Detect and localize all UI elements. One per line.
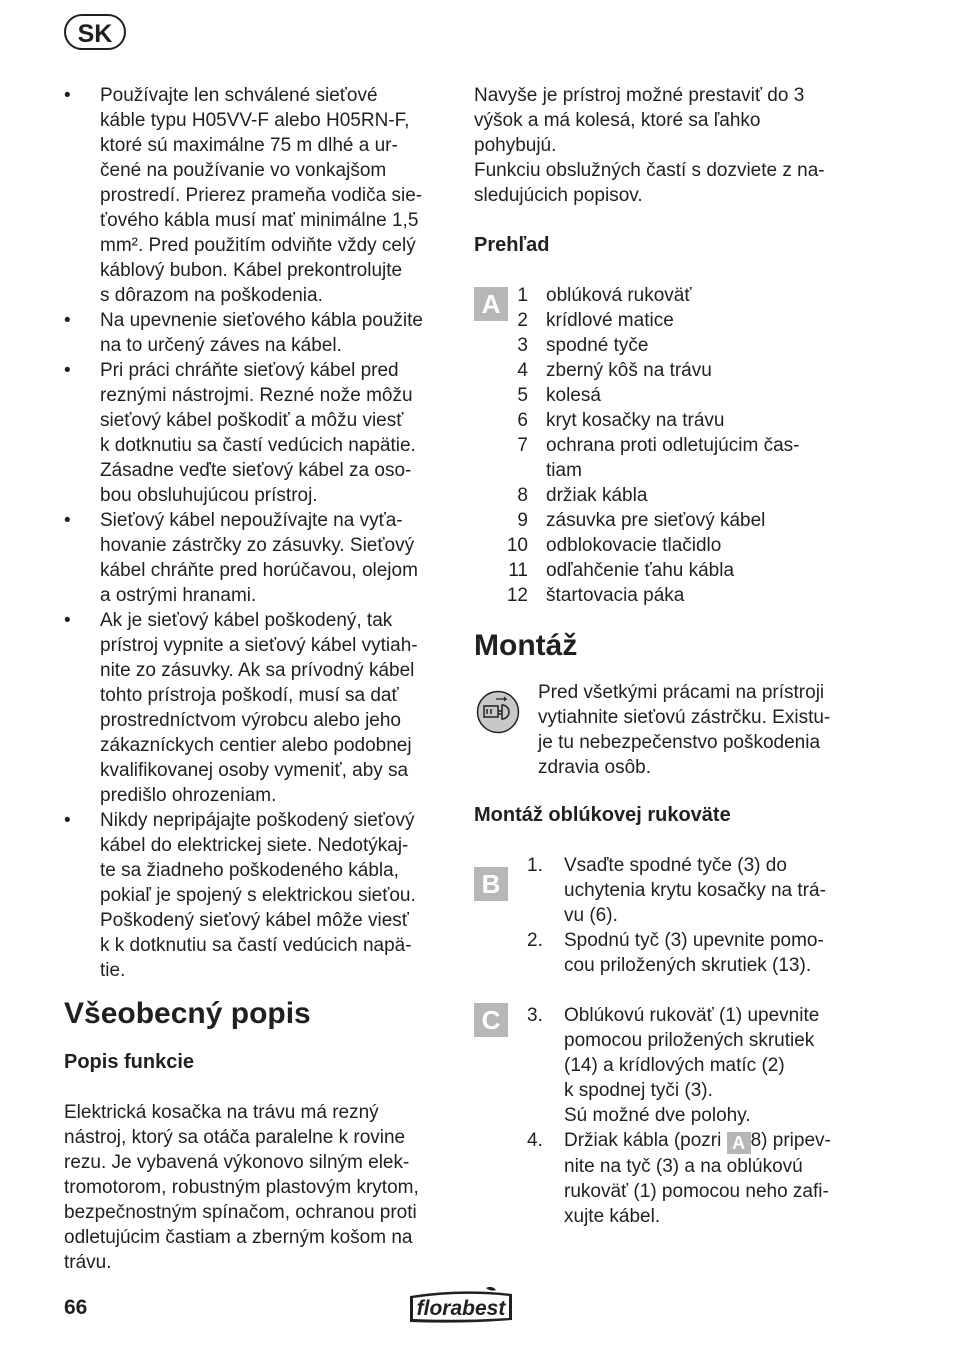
overview-list: [474, 283, 864, 608]
text-line: Oblúkovú rukoväť (1) upevnite: [564, 1005, 820, 1026]
text-line: mm². Pred použitím odviňte vždy celý: [100, 235, 416, 256]
text-line: rezu. Je vybavená výkonovo silným elek-: [64, 1152, 410, 1173]
figure-marker-c: C: [474, 1003, 508, 1037]
text-line: vu (6).: [564, 905, 618, 926]
text-line: xujte kábel.: [564, 1206, 661, 1227]
overview-item: [474, 358, 864, 383]
text-line: Poškodený sieťový kábel môže viesť: [100, 910, 409, 931]
text-line: oblúková rukoväť: [546, 285, 692, 306]
overview-item-label: [546, 583, 864, 608]
text-line: káble typu H05VV-F alebo H05RN-F,: [100, 110, 410, 131]
overview-item: [474, 558, 864, 583]
language-badge: SK: [64, 14, 126, 50]
text-line: zdravia osôb.: [538, 757, 652, 778]
text-line: predišlo ohrozeniam.: [100, 785, 277, 806]
text-line: štartovacia páka: [546, 585, 685, 606]
overview-item-label: [546, 408, 864, 433]
overview-item-number: 1: [517, 285, 528, 306]
text-line: kolesá: [546, 385, 601, 406]
text-line: tohto prístroja poškodí, musí sa dať: [100, 685, 399, 706]
text-line: Sú možné dve polohy.: [564, 1105, 751, 1126]
step-number: 3.: [527, 1005, 543, 1026]
text-line: k dotknutiu sa častí vedúcich napätie.: [100, 435, 416, 456]
text-line: kábel chráňte pred horúčavou, olejom: [100, 560, 418, 581]
overview-item-number: 11: [508, 560, 528, 581]
overview-item: [474, 508, 864, 533]
text-line: a ostrými hranami.: [100, 585, 257, 606]
text-line: zásuvka pre sieťový kábel: [546, 510, 766, 531]
text-line: Zásadne veďte sieťový kábel za oso-: [100, 460, 412, 481]
text-line: reznými nástrojmi. Rezné nože môžu: [100, 385, 413, 406]
text-line: • Na upevnenie sieťového kábla použite: [100, 310, 423, 331]
unplug-warning-icon: [476, 690, 520, 734]
bullet-item: [64, 358, 452, 508]
text-line: pokiaľ je spojený s elektrickou sieťou.: [100, 885, 416, 906]
text-line: bou obsluhujúcou prístroj.: [100, 485, 318, 506]
text-line: trávu.: [64, 1252, 112, 1273]
text-line: Elektrická kosačka na trávu má rezný: [64, 1102, 379, 1123]
overview-item: [474, 408, 864, 433]
warning-text: [538, 680, 864, 780]
overview-item: [474, 333, 864, 358]
overview-item-number: 12: [506, 585, 528, 606]
overview-item-label: [546, 508, 864, 533]
bullet-item: [64, 608, 452, 808]
text-line: krídlové matice: [546, 310, 674, 331]
text-line: bezpečnostným spínačom, ochranou proti: [64, 1202, 417, 1223]
safety-bullet-list: [64, 83, 452, 983]
text-line: k spodnej tyči (3).: [564, 1080, 713, 1101]
assembly-step: [474, 853, 864, 928]
warning-block: [474, 680, 864, 780]
intro-paragraph: [474, 83, 864, 208]
text-line: tiam: [546, 460, 582, 481]
figure-ref-a: A: [727, 1132, 751, 1154]
text-line: ochrana proti odletujúcim čas-: [546, 435, 800, 456]
overview-item-label: [546, 533, 864, 558]
text-line: uchytenia krytu kosačky na trá-: [564, 880, 826, 901]
overview-item-number: 2: [517, 310, 528, 331]
subsection-title: Popis funkcie: [64, 1051, 195, 1073]
text-line: spodné tyče: [546, 335, 649, 356]
text-line: zákazníckych centier alebo podobnej: [100, 735, 412, 756]
text-line: hovanie zástrčky zo zásuvky. Sieťový: [100, 535, 415, 556]
step-4: [474, 1128, 864, 1229]
steps-figure-c: [474, 1003, 864, 1128]
bullet-item: [64, 808, 452, 983]
overview-item-label: [546, 433, 864, 483]
text-line: Funkciu obslužných častí s dozviete z na-: [474, 160, 825, 181]
overview-item-number: 7: [517, 435, 528, 456]
text-line: • Pri práci chráňte sieťový kábel pred: [100, 360, 399, 381]
text-line: rukoväť (1) pomocou neho zafi-: [564, 1181, 829, 1202]
text-line: • Sieťový kábel nepoužívajte na vyťa-: [100, 510, 403, 531]
bullet-item: [64, 508, 452, 608]
text-line: káblový bubon. Kábel prekontrolujte: [100, 260, 403, 281]
text-line: k k dotknutiu sa častí vedúcich napä-: [100, 935, 412, 956]
overview-item: [474, 383, 864, 408]
text-line: prístroj vypnite a sieťový kábel vytiah-: [100, 635, 418, 656]
overview-item: [474, 483, 864, 508]
overview-item-label: [546, 333, 864, 358]
text-line: na to určený záves na kábel.: [100, 335, 342, 356]
overview-item-label: [546, 308, 864, 333]
text-line: kábel do elektrickej siete. Nedotýkaj-: [100, 835, 409, 856]
step-text: Držiak kábla (pozri: [564, 1130, 727, 1151]
figure-marker-a: A: [474, 287, 508, 321]
text-line: Pred všetkými prácami na prístroji: [538, 682, 825, 703]
text-line: ktoré sú maximálne 75 m dlhé a ur-: [100, 135, 398, 156]
text-line: sieťový kábel poškodiť a môžu viesť: [100, 410, 404, 431]
svg-text:florabest: florabest: [416, 1297, 506, 1320]
text-line: čené na používanie vo vonkajšom: [100, 160, 387, 181]
text-line: pohybujú.: [474, 135, 557, 156]
text-line: Vsaďte spodné tyče (3) do: [564, 855, 787, 876]
overview-item: [474, 283, 864, 308]
overview-item: [474, 533, 864, 558]
text-line: kvalifikovanej osoby vymeniť, aby sa: [100, 760, 409, 781]
step-text: [564, 1003, 864, 1128]
overview-item-number: 9: [517, 510, 528, 531]
text-line: • Používajte len schválené sieťové: [100, 85, 378, 106]
bullet-item: [64, 83, 452, 308]
overview-item: [474, 583, 864, 608]
step-number: 1.: [527, 855, 543, 876]
overview-item-number: 4: [517, 360, 528, 381]
text-line: kryt kosačky na trávu: [546, 410, 725, 431]
overview-item-label: [546, 558, 864, 583]
function-description: [64, 1100, 452, 1275]
text-line: cou priložených skrutiek (13).: [564, 955, 812, 976]
text-line: tie.: [100, 960, 126, 981]
overview-item-label: [546, 483, 864, 508]
text-line: výšok a má kolesá, ktoré sa ľahko: [474, 110, 761, 131]
step-text: 8) pripev-: [750, 1130, 831, 1151]
text-line: nite zo zásuvky. Ak sa prívodný kábel: [100, 660, 415, 681]
text-line: vytiahnite sieťovú zástrčku. Existu-: [538, 707, 831, 728]
text-line: tromotorom, robustným plastovým krytom,: [64, 1177, 419, 1198]
bullet-item: [64, 308, 452, 358]
text-line: je tu nebezpečenstvo poškodenia: [538, 732, 821, 753]
overview-item-number: 5: [517, 385, 528, 406]
text-line: s dôrazom na poškodenia.: [100, 285, 323, 306]
handle-mount-title: Montáž oblúkovej rukoväte: [474, 804, 731, 826]
overview-item: [474, 308, 864, 333]
page-number: 66: [64, 1296, 88, 1319]
text-line: pomocou priložených skrutiek: [564, 1030, 815, 1051]
overview-item-label: [546, 358, 864, 383]
steps-figure-b: [474, 853, 864, 978]
overview-item-number: 6: [517, 410, 528, 431]
right-column: [474, 83, 864, 1229]
text-line: odletujúcim častiam a zberným košom na: [64, 1227, 413, 1248]
assembly-step: [474, 1003, 864, 1128]
text-line: zberný kôš na trávu: [546, 360, 712, 381]
step-text: [564, 928, 864, 978]
overview-title: Prehľad: [474, 234, 550, 256]
text-line: prostredí. Prierez prameňa vodiča sie-: [100, 185, 423, 206]
left-column: [64, 83, 452, 1275]
text-line: odľahčenie ťahu kábla: [546, 560, 735, 581]
step-number: 4.: [527, 1130, 543, 1151]
text-line: Navyše je prístroj možné prestaviť do 3: [474, 85, 805, 106]
overview-item-number: 3: [517, 335, 528, 356]
florabest-logo: [406, 1286, 516, 1331]
text-line: sledujúcich popisov.: [474, 185, 643, 206]
text-line: (14) a krídlových matíc (2): [564, 1055, 785, 1076]
overview-item: [474, 433, 864, 483]
text-line: prostredníctvom výrobcu alebo jeho: [100, 710, 401, 731]
overview-item-label: [546, 283, 864, 308]
figure-marker-b: B: [474, 867, 508, 901]
text-line: držiak kábla: [546, 485, 648, 506]
text-line: ťového kábla musí mať minimálne 1,5: [100, 210, 419, 231]
step-text: [564, 853, 864, 928]
text-line: Spodnú tyč (3) upevnite pomo-: [564, 930, 824, 951]
montaz-title: Montáž: [474, 629, 578, 662]
text-line: odblokovacie tlačidlo: [546, 535, 722, 556]
assembly-step: [474, 928, 864, 978]
text-line: te sa žiadneho poškodeného kábla,: [100, 860, 399, 881]
text-line: • Nikdy nepripájajte poškodený sieťový: [100, 810, 415, 831]
text-line: • Ak je sieťový kábel poškodený, tak: [100, 610, 393, 631]
section-title: Všeobecný popis: [64, 997, 311, 1030]
overview-item-number: 10: [506, 535, 528, 556]
text-line: nite na tyč (3) a na oblúkovú: [564, 1156, 803, 1177]
overview-item-number: 8: [517, 485, 528, 506]
overview-item-label: [546, 383, 864, 408]
text-line: nástroj, ktorý sa otáča paralelne k rovine: [64, 1127, 406, 1148]
step-number: 2.: [527, 930, 543, 951]
